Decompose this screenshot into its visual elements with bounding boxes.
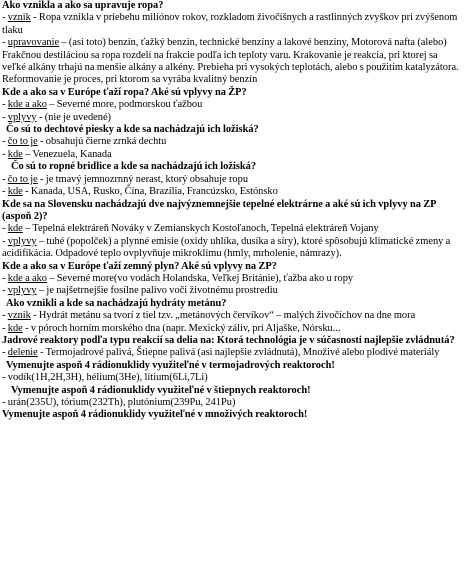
answer-term: kde bbox=[7, 223, 23, 235]
answer-prefix: - bbox=[2, 223, 8, 235]
answer-text: – Severné more, podmorskou ťažbou bbox=[46, 99, 203, 111]
answer-term: vplyvy bbox=[7, 235, 37, 247]
answer-term: kde bbox=[7, 148, 23, 160]
answer-text: – Severné more(vo vodách Holandska, Veľkej Británie), ťažba ako u ropy bbox=[46, 272, 354, 284]
answer-prefix: - bbox=[2, 173, 8, 185]
answer-text: – (asi toto) benzín, ťažký benzín, technické benzíny a lakové benzíny, Motorová nafta (alebo) Frakčnou destiláciou sa ropa rozdelí na frakcie podľa ich teploty varu. Krakovanie je reakcia, pri ktorej sa veľké alkány trhajú na menšie alkány a alkény. Prebieha pri vysokých teplotách, alebo s použitím katalyzátora. Reformovanie je proces, pri ktorom sa vyrába kvalitný benzín bbox=[2, 37, 459, 86]
answer-text: - (nie je uvedené) bbox=[36, 111, 112, 123]
answer-line bbox=[2, 99, 462, 111]
answer-line bbox=[2, 236, 462, 261]
answer-text: – Venezuela, Kanada bbox=[22, 148, 112, 160]
question-heading: Ako vznikla a ako sa upravuje ropa? bbox=[2, 0, 164, 11]
answer-line bbox=[2, 149, 462, 161]
question-heading: Kde sa na Slovensku nachádzajú dve najvýznemnejšie tepelné elektrárne a aké sú ich vplyvy na ZP bbox=[2, 198, 437, 210]
question-heading: (aspoň 2)? bbox=[2, 210, 48, 222]
answer-line bbox=[2, 112, 462, 124]
answer-prefix: - bbox=[2, 111, 8, 123]
question-heading: Čo sú to dechtové piesky a kde sa nachádzajú ich ložiská? bbox=[6, 124, 259, 136]
answer-text: - je tmavý jemnozrnný nerast, ktorý obsahuje ropu bbox=[37, 173, 249, 185]
answer-prefix: - bbox=[2, 148, 8, 160]
answer-text: - Hydrát metánu sa tvorí z tiel tzv. „metánových červíkov“ – malých živočíchov na dne mora bbox=[30, 310, 416, 322]
answer-line bbox=[2, 186, 462, 198]
answer-term: vznik bbox=[7, 310, 31, 322]
answer-prefix: - bbox=[2, 310, 8, 322]
answer-text: – tuhé (popolček) a plynné emisie (oxidy uhlíka, dusíka a síry), ktoré spôsobujú klimatické zmeny a acidifikácia. Odpadové teplo ovplyvňuje mikroklímu (hmly, mrholenie, námrazy). bbox=[2, 235, 451, 260]
answer-term: kde a ako bbox=[7, 99, 47, 111]
answer-term: kde a ako bbox=[7, 272, 47, 284]
answer-term: delenie bbox=[7, 347, 38, 359]
answer-line bbox=[2, 12, 462, 37]
question-heading: Vymenujte aspoň 4 rádionuklidy využiteľné v štiepnych reaktoroch! bbox=[11, 384, 311, 396]
question-heading: Jadrové reaktory podľa typu reakcií sa delia na: Ktorá technológia je v súčasnosti najlepšie zvládnutá? bbox=[2, 334, 455, 346]
answer-line bbox=[2, 273, 462, 285]
answer-line bbox=[2, 136, 462, 148]
answer-term: čo to je bbox=[7, 173, 38, 185]
answer-prefix: - bbox=[2, 37, 8, 49]
answer-prefix: - bbox=[2, 136, 8, 148]
answer-line bbox=[2, 37, 462, 87]
answer-prefix: - bbox=[2, 372, 8, 384]
answer-prefix: - bbox=[2, 285, 8, 297]
answer-prefix: - bbox=[2, 99, 8, 111]
answer-prefix: - bbox=[2, 235, 8, 247]
question-heading: Vymenujte aspoň 4 rádionuklidy využiteľné v termojadrových reaktoroch! bbox=[6, 359, 335, 371]
answer-term: kde bbox=[7, 322, 23, 334]
question-heading: Kde a ako sa v Európe ťaží zemný plyn? Aké sú vplyvy na ZP? bbox=[2, 260, 277, 272]
answer-text: urán(235U), tórium(232Th), plutónium(239Pu, 241Pu) bbox=[7, 397, 236, 408]
question-heading: Čo sú to ropné bridlice a kde sa nachádzajú ich ložiská? bbox=[11, 161, 257, 173]
answer-prefix: - bbox=[2, 186, 8, 198]
answer-text: - Kanada, USA, Rusko, Čína, Brazília, Francúzsko, Estónsko bbox=[22, 186, 278, 198]
answer-text: vodík(1H,2H,3H), hélium(3He), lítium(6Li,7Li) bbox=[7, 372, 208, 384]
answer-line bbox=[2, 372, 462, 384]
answer-line bbox=[2, 397, 462, 409]
answer-prefix: - bbox=[2, 12, 8, 24]
answer-text: – Tepelná elektráreň Nováky v Zemianskych Kostoľanoch, Tepelná elektráreň Vojany bbox=[22, 223, 379, 235]
answer-term: vplyvy bbox=[7, 111, 37, 123]
answer-term: kde bbox=[7, 186, 23, 198]
answer-line bbox=[2, 310, 462, 322]
answer-term: vplyvy bbox=[7, 285, 37, 297]
answer-text: - obsahujú čierne zrnká dechtu bbox=[37, 136, 167, 148]
answer-line bbox=[2, 285, 462, 297]
question-heading: Ako vznikli a kde sa nachádzajú hydráty metánu? bbox=[6, 297, 227, 309]
answer-prefix: - bbox=[2, 322, 8, 334]
answer-term: čo to je bbox=[7, 136, 38, 148]
answer-line bbox=[2, 223, 462, 235]
answer-prefix: - bbox=[2, 397, 8, 408]
answer-text: - v póroch horním morského dna (napr. Mexický záliv, pri Aljaške, Nórsku... bbox=[22, 322, 341, 334]
answer-prefix: - bbox=[2, 272, 8, 284]
answer-line bbox=[2, 323, 462, 335]
answer-text: - Ropa vznikla v priebehu miliónov rokov, rozkladom živočíšnych a rastlinných zvyškov pri zvýšenom tlaku bbox=[2, 12, 458, 36]
answer-text: - Termojadrové palivá, Štiepne palivá (asi najlepšie zvládnutá), Množivé alebo plodivé materiály bbox=[37, 347, 440, 359]
answer-term: upravovanie bbox=[7, 37, 60, 49]
answer-line bbox=[2, 347, 462, 359]
question-heading: Kde a ako sa v Európe ťaží ropa? Aké sú vplyvy na ŽP? bbox=[2, 86, 247, 98]
question-heading: Vymenujte aspoň 4 rádionuklidy využiteľné v množivých reaktoroch! bbox=[2, 409, 308, 421]
answer-line bbox=[2, 174, 462, 186]
answer-prefix: - bbox=[2, 347, 8, 359]
answer-text: – je najšetrnejšie fosílne palivo voči životnému prostrediu bbox=[36, 285, 278, 297]
answer-term: vznik bbox=[7, 12, 31, 24]
